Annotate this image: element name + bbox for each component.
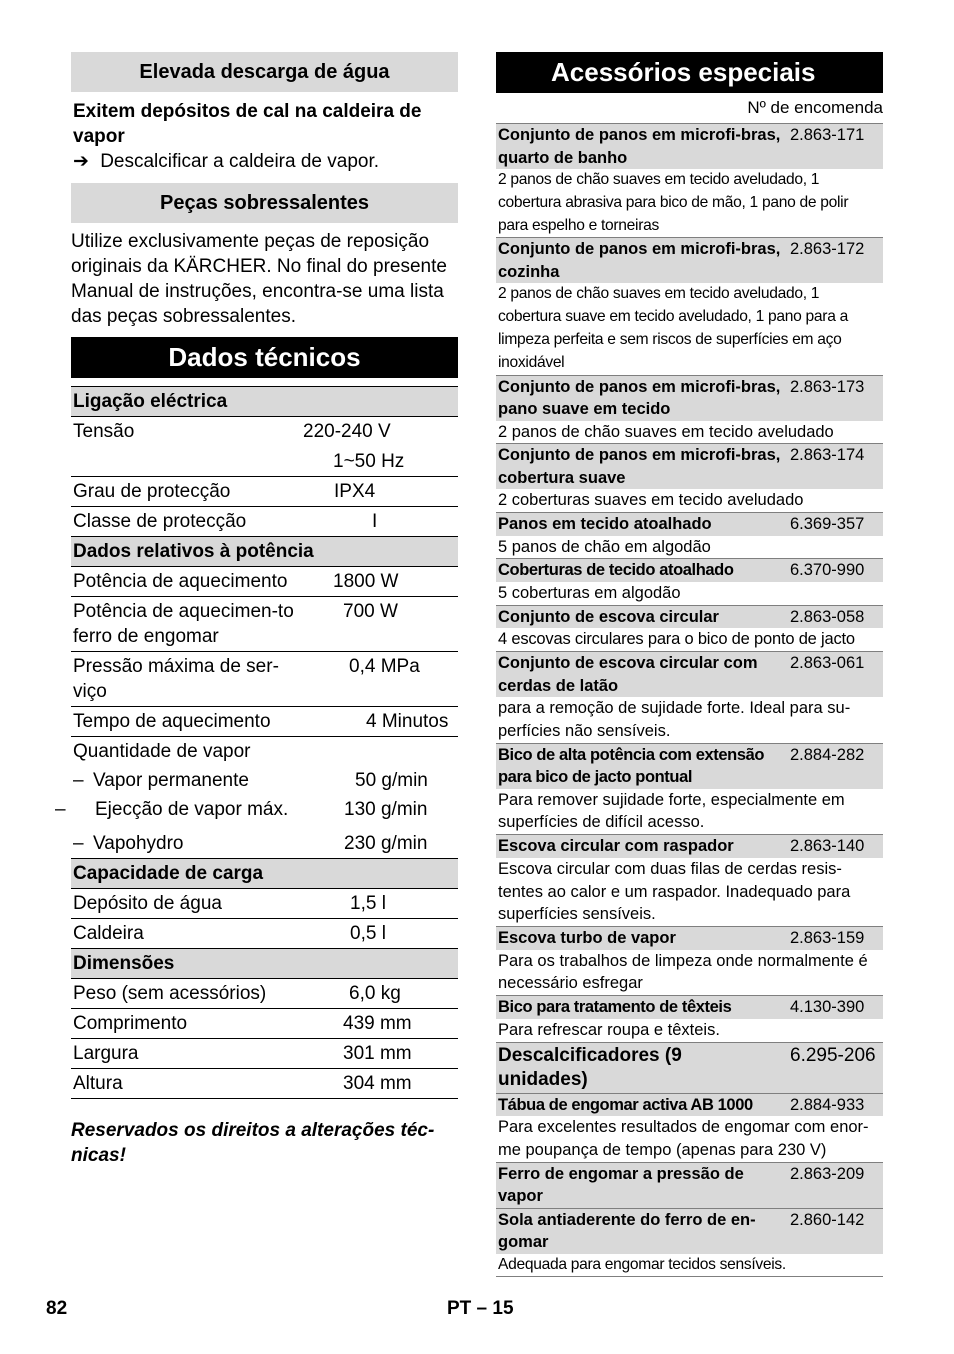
table-row-max-pressure — [71, 652, 458, 707]
list-item — [496, 1093, 883, 1162]
item-description: Adequada para engomar tecidos sensíveis. — [498, 1255, 786, 1273]
list-item — [496, 1208, 883, 1277]
section-title-spare-parts: Peças sobressalentes — [71, 183, 458, 223]
item-name: Conjunto de panos em microfi-bras, cobertura suave — [498, 446, 781, 487]
row-value: I — [372, 511, 378, 532]
item-name: Panos em tecido atoalhado — [498, 515, 712, 534]
row-label: Peso (sem acessórios) — [73, 983, 267, 1004]
item-description: Para remover sujidade forte, especialmente em superfícies de difícil acesso. — [498, 790, 845, 832]
list-item — [496, 512, 883, 558]
item-description: Para os trabalhos de limpeza onde normalmente é necessário esfregar — [498, 951, 868, 993]
spare-parts-text: Utilize exclusivamente peças de reposição originais da KÄRCHER. No final do presente Manual de instruções, encontra-se uma lista das peças sobressalentes. — [71, 231, 447, 327]
list-item — [496, 834, 883, 926]
item-code: 4.130-390 — [790, 998, 865, 1017]
item-name: Conjunto de panos em microfi-bras, cozinha — [498, 240, 781, 281]
item-name: Conjunto de panos em microfi-bras, pano suave em tecido — [498, 377, 781, 419]
dash: – — [73, 770, 84, 791]
table-row-vapohydro — [71, 824, 458, 859]
table-row-steam-permanent — [71, 766, 458, 795]
table-row-boiler — [71, 919, 458, 949]
row-value: 700 W — [343, 601, 398, 622]
list-item — [496, 375, 883, 444]
row-label: Quantidade de vapor — [73, 741, 251, 762]
table-row-height — [71, 1069, 458, 1099]
row-label: Comprimento — [73, 1013, 188, 1034]
table-row-iron-power — [71, 597, 458, 652]
row-value: 220-240 V — [303, 421, 391, 442]
item-code: 2.863-140 — [790, 837, 865, 856]
remedy-step — [71, 149, 458, 174]
tech-data-table — [55, 386, 458, 1099]
item-name: Escova circular com raspador — [498, 837, 734, 856]
section-title-water-discharge: Elevada descarga de água — [71, 52, 458, 92]
row-value: 50 g/min — [355, 770, 428, 791]
remedy-text: Descalcificar a caldeira de vapor. — [100, 151, 380, 172]
item-description: 5 panos de chão em algodão — [498, 537, 711, 556]
item-code: 2.863-209 — [790, 1164, 865, 1183]
row-label: Ejecção de vapor máx. — [95, 799, 289, 820]
table-section-capacity: Capacidade de carga — [71, 859, 458, 889]
list-item — [496, 995, 883, 1041]
item-description: Para refrescar roupa e têxteis. — [498, 1020, 720, 1039]
table-row-water-tank — [71, 889, 458, 919]
right-column — [496, 52, 883, 1277]
list-item — [496, 926, 883, 995]
row-value: 4 Minutos — [366, 711, 449, 732]
table-section-dimensions: Dimensões — [71, 949, 458, 979]
item-code: 2.884-933 — [790, 1095, 865, 1114]
item-name: Tábua de engomar activa AB 1000 — [498, 1095, 753, 1114]
item-name: Ferro de engomar a pressão de vapor — [498, 1164, 744, 1206]
table-row-width — [71, 1039, 458, 1069]
table-section-electric: Ligação eléctrica — [71, 387, 458, 417]
item-name: Conjunto de panos em microfi-bras, quarto de banho — [498, 126, 781, 167]
row-label: Caldeira — [73, 923, 144, 944]
list-item — [496, 443, 883, 512]
item-code: 2.860-142 — [790, 1210, 865, 1229]
item-description: 2 panos de chão suaves em tecido aveludado, 1 cobertura suave em tecido aveludado, 1 pano para a limpeza perfeita e sem riscos de superfícies em aço inoxidável — [498, 285, 848, 371]
row-value: 301 mm — [343, 1043, 412, 1064]
row-label: Potência de aquecimento — [73, 571, 288, 592]
row-label: Largura — [73, 1043, 139, 1064]
table-row-steam-quantity — [71, 737, 458, 766]
left-column — [55, 52, 458, 1168]
row-label: Tempo de aquecimento — [73, 711, 271, 732]
row-label: Tensão — [73, 421, 135, 442]
list-item — [496, 605, 883, 651]
item-code: 2.884-282 — [790, 745, 865, 764]
dash: – — [73, 833, 84, 854]
table-row-length — [71, 1009, 458, 1039]
table-row-protection-degree — [71, 477, 458, 507]
table-row-weight — [71, 979, 458, 1009]
item-name: Conjunto de escova circular com cerdas de latão — [498, 654, 758, 695]
item-name: Bico para tratamento de têxteis — [498, 998, 732, 1017]
item-name: Escova turbo de vapor — [498, 929, 676, 948]
row-value: IPX4 — [334, 481, 376, 502]
item-description: Escova circular com duas filas de cerdas resis-tentes ao calor e um raspador. Inadequado para superfícies sensíveis. — [498, 859, 851, 924]
arrow-icon: ➔ — [73, 151, 89, 172]
item-description: 2 coberturas suaves em tecido aveludado — [498, 491, 804, 510]
row-value: 0,5 l — [350, 923, 386, 944]
reserved-rights-note: Reservados os direitos a alterações téc-nicas! — [71, 1120, 435, 1166]
table-row-heat-time — [71, 707, 458, 737]
item-code: 2.863-174 — [790, 446, 865, 465]
tech-data-title: Dados técnicos — [71, 337, 458, 378]
item-name: Sola antiaderente do ferro de en-gomar — [498, 1210, 756, 1252]
item-description: 2 panos de chão suaves em tecido aveludado — [498, 422, 834, 441]
item-description: Para excelentes resultados de engomar com enor-me poupança de tempo (apenas para 230 V) — [498, 1118, 869, 1159]
fault-description: Exitem depósitos de cal na caldeira de vapor — [73, 101, 422, 147]
row-value: 439 mm — [343, 1013, 412, 1034]
row-value: 230 g/min — [344, 833, 428, 854]
row-label: Grau de protecção — [73, 481, 231, 502]
row-value: 1800 W — [333, 571, 399, 592]
table-section-power: Dados relativos à potência — [71, 537, 458, 567]
table-row-steam-max — [55, 795, 458, 824]
dash: – — [55, 799, 66, 820]
item-code: 6.369-357 — [790, 515, 865, 534]
list-item — [496, 743, 883, 835]
item-name: Conjunto de escova circular — [498, 607, 719, 626]
row-value: 1~50 Hz — [333, 451, 405, 472]
row-label: Pressão máxima de ser-viço — [73, 656, 279, 702]
item-code: 2.863-172 — [790, 240, 865, 259]
page-label: PT – 15 — [447, 1298, 514, 1319]
row-label: Vapohydro — [93, 833, 184, 854]
row-label: Classe de protecção — [73, 511, 247, 532]
list-item — [496, 123, 883, 237]
list-item — [496, 651, 883, 743]
list-item — [496, 237, 883, 374]
item-description: 4 escovas circulares para o bico de ponto de jacto — [498, 630, 855, 649]
item-code: 2.863-058 — [790, 607, 865, 626]
accessories-list — [496, 123, 883, 1277]
order-number-label: Nº de encomenda — [747, 98, 883, 117]
item-code: 6.295-206 — [790, 1044, 876, 1066]
item-code: 2.863-173 — [790, 377, 865, 396]
table-row-heating-power — [71, 567, 458, 597]
row-value: 304 mm — [343, 1073, 412, 1094]
accessories-title: Acessórios especiais — [496, 52, 883, 93]
row-label: Altura — [73, 1073, 123, 1094]
item-name: Descalcificadores (9 unidades) — [498, 1044, 682, 1090]
item-code: 2.863-171 — [790, 126, 865, 144]
row-value: 6,0 kg — [349, 983, 401, 1004]
row-label: Vapor permanente — [93, 770, 249, 791]
item-description: para a remoção de sujidade forte. Ideal para su-perfícies não sensíveis. — [498, 699, 851, 740]
list-item — [496, 1162, 883, 1208]
item-name: Bico de alta potência com extensão para bico de jacto pontual — [498, 745, 765, 787]
item-description: 2 panos de chão suaves em tecido aveludado, 1 cobertura abrasiva para bico de mão, 1 pano de polir para espelho e torneiras — [498, 171, 849, 234]
page-number: 82 — [46, 1298, 68, 1319]
row-label: Depósito de água — [73, 893, 222, 914]
table-row-frequency — [71, 446, 458, 477]
item-code: 2.863-061 — [790, 654, 865, 673]
item-code: 6.370-990 — [790, 561, 865, 580]
item-code: 2.863-159 — [790, 929, 865, 948]
item-description: 5 coberturas em algodão — [498, 583, 681, 602]
table-row-protection-class — [71, 507, 458, 537]
row-value: 0,4 MPa — [349, 656, 420, 677]
item-name: Coberturas de tecido atoalhado — [498, 561, 734, 580]
list-item — [496, 558, 883, 604]
row-value: 1,5 l — [350, 893, 386, 914]
table-row-voltage — [71, 417, 458, 446]
row-value: 130 g/min — [344, 799, 428, 820]
list-item — [496, 1042, 883, 1093]
row-label: Potência de aquecimen-to ferro de engomar — [73, 601, 294, 647]
